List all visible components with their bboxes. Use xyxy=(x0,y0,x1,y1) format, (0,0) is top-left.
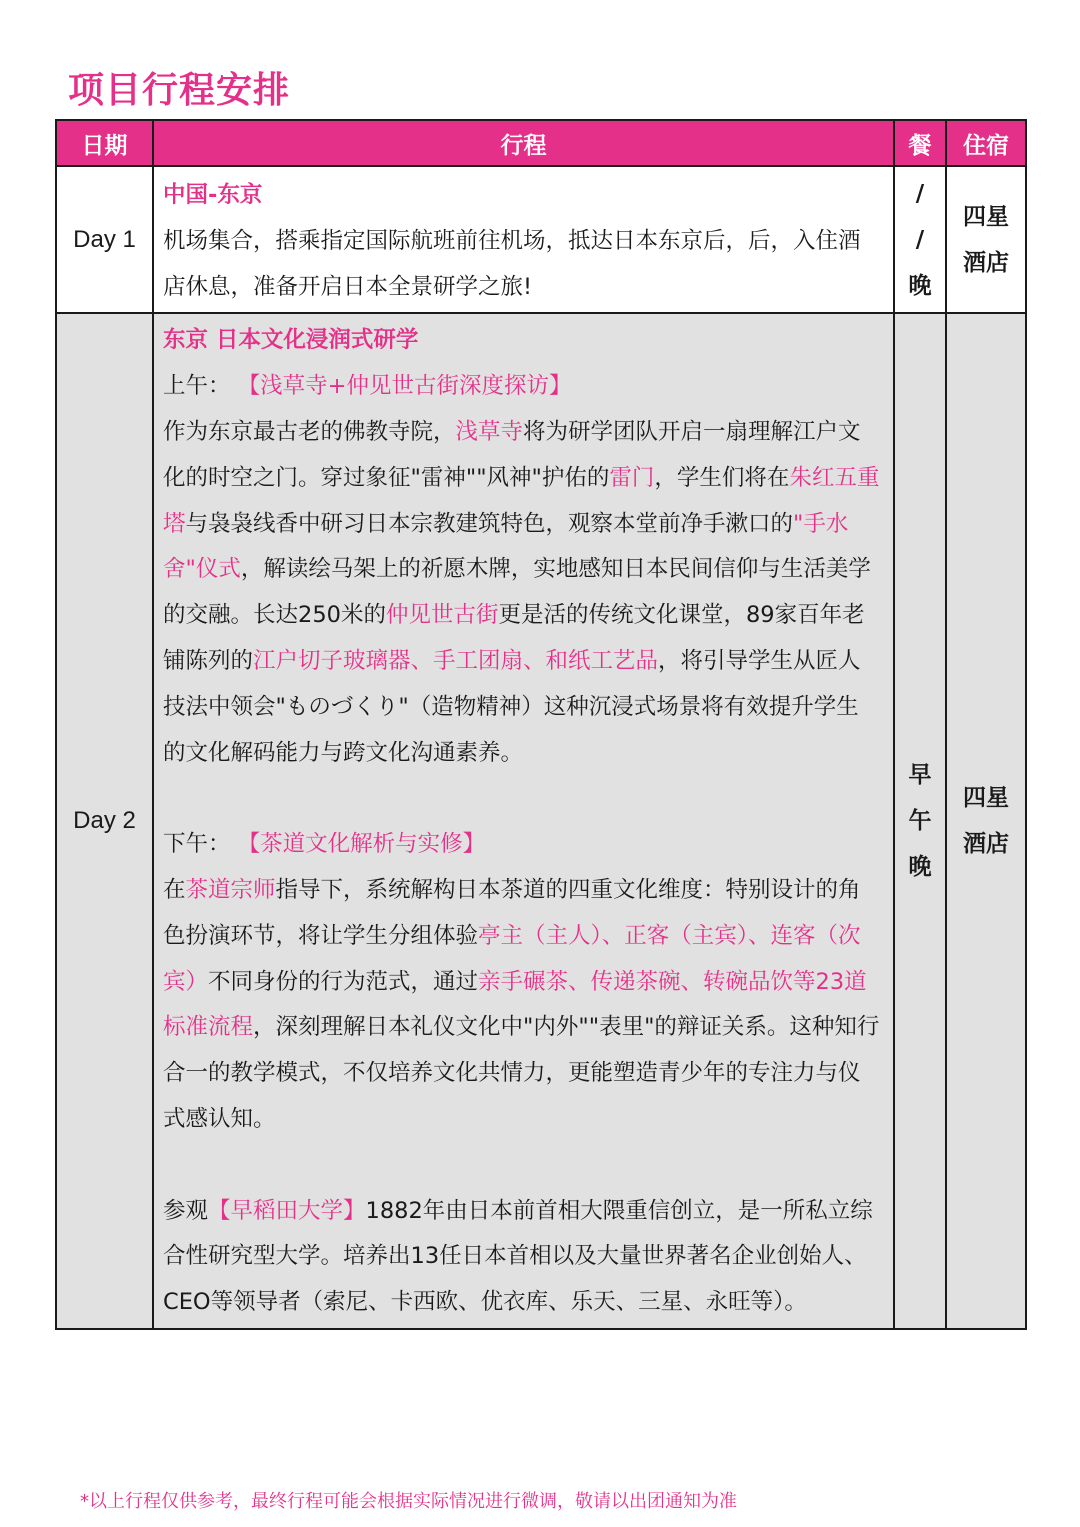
page-title: 项目行程安排 xyxy=(68,70,291,111)
day2-hotel-line2: 酒店 xyxy=(963,831,1009,858)
disclaimer-note: *以上行程仅供参考，最终行程可能会根据实际情况进行微调，敬请以出团通知为准 xyxy=(80,1491,737,1512)
itinerary-table xyxy=(55,119,1027,1330)
highlight-nakamise: 仲见世古街 xyxy=(385,602,499,629)
highlight-tea-steps: 亲手碾茶、传递茶碗、转碗品饮等23道标准流程 xyxy=(163,968,867,1041)
highlight-tea-master: 茶道宗师 xyxy=(185,876,276,903)
afternoon-label: 下午： xyxy=(163,831,231,858)
highlight-chozuya: "手水舍"仪式 xyxy=(163,510,849,583)
day1-route: 中国-东京 xyxy=(163,182,263,208)
afternoon-topic: 【茶道文化解析与实修】 xyxy=(237,831,486,858)
table-header-row xyxy=(56,120,1026,166)
table-row-day2 xyxy=(56,313,1026,1329)
day1-meal-lunch: / xyxy=(915,226,925,253)
highlight-sensoji: 浅草寺 xyxy=(455,418,524,445)
day2-hotel-line1: 四星 xyxy=(963,785,1009,812)
morning-label: 上午： xyxy=(163,373,231,400)
day2-meal-breakfast: 早 xyxy=(908,762,932,789)
highlight-waseda: 【早稻田大学】 xyxy=(208,1197,366,1224)
morning-topic: 【浅草寺+仲见世古街深度探访】 xyxy=(237,373,572,400)
afternoon-paragraph: 在茶道宗师指导下，系统解构日本茶道的四重文化维度：特别设计的角色扮演环节，将让学生分组体验亭主（主人）、正客（主宾）、连客（次宾）不同身份的行为范式，通过亲手碾茶、传递茶碗、转碗品饮等23道标准流程，深刻理解日本礼仪文化中"内外""表里"的辩证关系。这种知行合一的教学模式，不仅培养文化共情力，更能塑造青少年的专注力与仪式感认知。 xyxy=(163,876,880,1132)
header-date: 日期 xyxy=(56,120,153,166)
afternoon-heading xyxy=(163,822,881,868)
highlight-crafts: 江户切子玻璃器、手工团扇、和纸工艺品 xyxy=(253,647,659,674)
day1-meals xyxy=(894,166,946,313)
header-meal: 餐 xyxy=(894,120,946,166)
day1-meal-dinner: 晚 xyxy=(908,272,932,299)
day2-trip xyxy=(153,313,894,1329)
day1-hotel-line1: 四星 xyxy=(963,203,1009,230)
morning-paragraph: 作为东京最古老的佛教寺院，浅草寺将为研学团队开启一扇理解江户文化的时空之门。穿过象征"雷神""风神"护佑的雷门，学生们将在朱红五重塔与袅袅线香中研习日本宗教建筑特色，观察本堂前净手漱口的"手水舍"仪式，解读绘马架上的祈愿木牌，实地感知日本民间信仰与生活美学的交融。长达250米的仲见世古街更是活的传统文化课堂，89家百年老铺陈列的江户切子玻璃器、手工团扇、和纸工艺品，将引导学生从匠人技法中领会"ものづくり"（造物精神）这种沉浸式场景将有效提升学生的文化解码能力与跨文化沟通素养。 xyxy=(163,418,880,766)
day1-hotel xyxy=(946,166,1026,313)
day1-label: Day 1 xyxy=(56,166,153,313)
day2-route: 东京 日本文化浸润式研学 xyxy=(163,327,419,354)
day2-hotel xyxy=(946,313,1026,1329)
day1-trip xyxy=(153,166,894,313)
day2-meals xyxy=(894,313,946,1329)
highlight-pagoda: 朱红五重塔 xyxy=(163,464,880,537)
highlight-roles: 亭主（主人）、正客（主宾）、连客（次宾） xyxy=(163,922,861,995)
day1-hotel-line2: 酒店 xyxy=(963,249,1009,276)
visit-paragraph: 参观【早稻田大学】1882年由日本前首相大隈重信创立，是一所私立综合性研究型大学。培养出13任日本首相以及大量世界著名企业创始人、CEO等领导者（索尼、卡西欧、优衣库、乐天、三星、永旺等）。 xyxy=(163,1197,873,1316)
morning-heading xyxy=(163,364,881,410)
day2-label: Day 2 xyxy=(56,313,153,1329)
header-trip: 行程 xyxy=(153,120,894,166)
highlight-kaminarimon: 雷门 xyxy=(609,464,655,491)
day1-text: 机场集合，搭乘指定国际航班前往机场，抵达日本东京后，后，入住酒店休息，准备开启日本全景研学之旅! xyxy=(163,227,861,300)
day1-meal-breakfast: / xyxy=(915,180,925,207)
day2-meal-lunch: 午 xyxy=(908,808,932,835)
table-row-day1 xyxy=(56,166,1026,313)
day2-meal-dinner: 晚 xyxy=(908,854,932,881)
header-hotel: 住宿 xyxy=(946,120,1026,166)
